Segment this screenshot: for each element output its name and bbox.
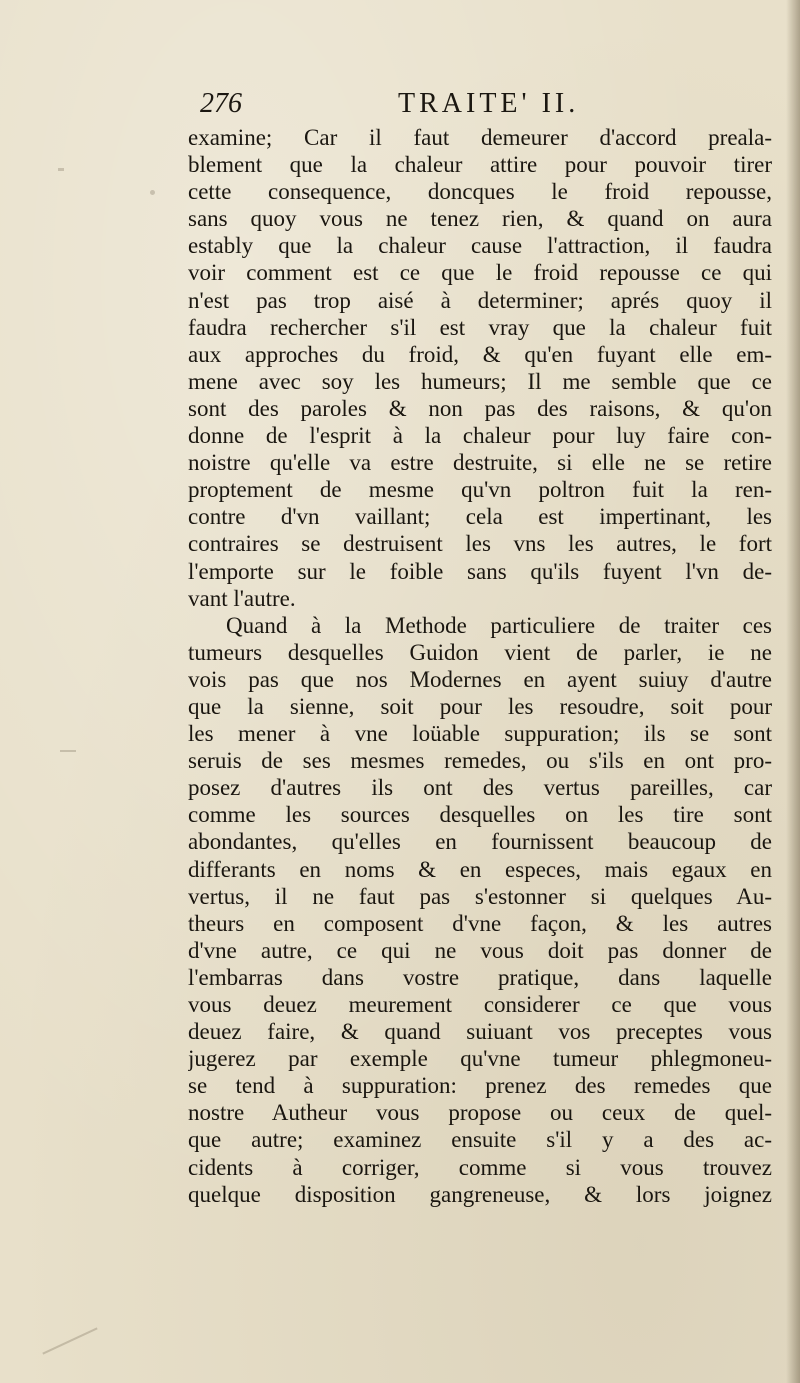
text-line: vous deuez meurement considerer ce que vous — [188, 992, 772, 1017]
text-line: comme les sources desquelles on les tire sont — [188, 802, 772, 828]
text-line: cette consequence, doncques le froid repousse, — [188, 179, 772, 205]
page-gutter-shadow — [786, 0, 800, 1383]
text-line: differants en noms & en especes, mais egaux en — [188, 856, 772, 882]
text-line: aux approches du froid, & qu'en fuyant elle em- — [188, 341, 772, 367]
text-line: n'est pas trop aisé à determiner; aprés quoy il — [188, 287, 772, 313]
paper-speck — [58, 168, 64, 171]
text-line: les mener à vne loüable suppuration; ils se sont — [188, 721, 772, 747]
text-line: faudra rechercher s'il est vray que la chaleur fuit — [188, 314, 772, 340]
paragraph-start-line: Quand à la Methode particuliere de traiter ces — [226, 612, 772, 638]
body-text — [188, 124, 772, 1208]
text-line: l'emporte sur le foible sans qu'ils fuyent l'vn de- — [188, 558, 772, 584]
text-line: contre d'vn vaillant; cela est impertinant, les — [188, 504, 772, 530]
text-line: quelque disposition gangreneuse, & lors joignez — [188, 1181, 772, 1207]
text-line: que la sienne, soit pour les resoudre, soit pour — [188, 693, 772, 719]
text-line: nostre Autheur vous propose ou ceux de quel- — [188, 1100, 772, 1126]
text-line: mene avec soy les humeurs; Il me semble que ce — [188, 368, 772, 394]
text-line: examine; Car il faut demeurer d'accord preala- — [188, 125, 772, 150]
text-line: cidents à corriger, comme si vous trouvez — [188, 1154, 772, 1180]
text-line: proptement de mesme qu'vn poltron fuit la ren- — [188, 477, 772, 503]
text-line: tumeurs desquelles Guidon vient de parler, ie ne — [188, 639, 772, 665]
text-line: voir comment est ce que le froid repousse ce qui — [188, 260, 772, 286]
text-line: seruis de ses mesmes remedes, ou s'ils en ont pro- — [188, 748, 772, 774]
text-line: sont des paroles & non pas des raisons, & qu'on — [188, 395, 772, 421]
text-line: que autre; examinez ensuite s'il y a des ac- — [188, 1127, 772, 1153]
text-line: vant l'autre. — [188, 585, 296, 611]
text-line: estably que la chaleur cause l'attraction, il faudra — [188, 233, 772, 259]
page-number: 276 — [200, 88, 242, 119]
text-line: noistre qu'elle va estre destruite, si elle ne se retire — [188, 450, 772, 476]
text-line: jugerez par exemple qu'vne tumeur phlegmoneu- — [188, 1046, 772, 1072]
text-line: blement que la chaleur attire pour pouvoir tirer — [188, 152, 772, 178]
text-line: abondantes, qu'elles en fournissent beaucoup de — [188, 829, 772, 855]
text-line: deuez faire, & quand suiuant vos preceptes vous — [188, 1019, 772, 1045]
text-line: posez d'autres ils ont des vertus pareilles, car — [188, 775, 772, 801]
text-line: theurs en composent d'vne façon, & les autres — [188, 910, 772, 936]
paper-speck — [60, 750, 76, 752]
running-head: TRAITE' II. — [398, 88, 580, 119]
text-line: sans quoy vous ne tenez rien, & quand on aura — [188, 206, 772, 232]
text-line: contraires se destruisent les vns les autres, le fort — [188, 531, 772, 557]
text-line: donne de l'esprit à la chaleur pour luy faire con- — [188, 423, 772, 449]
paper-speck — [150, 190, 155, 195]
text-line: se tend à suppuration: prenez des remedes que — [188, 1073, 772, 1099]
text-line: d'vne autre, ce qui ne vous doit pas donner de — [188, 937, 772, 963]
page-header — [200, 88, 790, 124]
text-line: vois pas que nos Modernes en ayent suiuy d'autre — [188, 666, 772, 692]
text-line: vertus, il ne faut pas s'estonner si quelques Au- — [188, 883, 772, 909]
paper-speck — [42, 1327, 97, 1354]
text-line: l'embarras dans vostre pratique, dans laquelle — [188, 964, 772, 990]
